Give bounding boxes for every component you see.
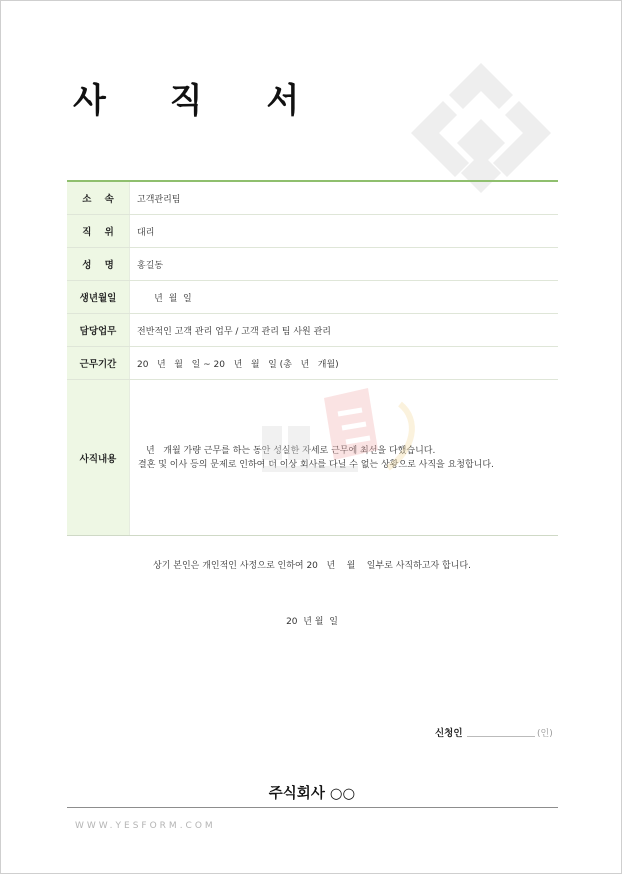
- resignation-details-line-1: 년 개월 가량 근무를 하는 동안 성실한 자세로 근무에 최선을 다했습니다.: [146, 445, 436, 456]
- applicant-signature-field[interactable]: [467, 736, 535, 737]
- name-value[interactable]: 홍길동: [129, 248, 558, 280]
- resignation-statement: 상기 본인은 개인적인 사정으로 인하여 20 년 월 일부로 사직하고자 합니다.: [153, 561, 471, 571]
- form-row-birthdate: [67, 281, 558, 314]
- resignation-details-label: 사직내용: [67, 380, 129, 535]
- department-label: 소 속: [67, 182, 129, 214]
- duties-value[interactable]: 전반적인 고객 관리 업무 / 고객 관리 팀 사원 관리: [129, 314, 558, 346]
- employment-period-value[interactable]: 20 년 월 일 ~ 20 년 월 일 (총 년 개월): [129, 347, 558, 379]
- document-date[interactable]: 20 년 월 일: [286, 617, 338, 627]
- seal-mark: (인): [537, 729, 553, 739]
- position-value[interactable]: 대리: [129, 215, 558, 247]
- form-row-name: [67, 248, 558, 281]
- form-row-duties: [67, 314, 558, 347]
- document-title: 사 직 서: [73, 81, 326, 121]
- birthdate-label: 생년월일: [67, 281, 129, 313]
- duties-label: 담당업무: [67, 314, 129, 346]
- birthdate-value[interactable]: 년 월 일: [129, 281, 558, 313]
- resignation-details-line-2: 결혼 및 이사 등의 문제로 인하여 더 이상 회사를 다닐 수 없는 상황으로 사직을 요청합니다.: [138, 459, 494, 470]
- form-row-employment-period: [67, 347, 558, 380]
- form-row-position: [67, 215, 558, 248]
- company-name: 주식회사 ○○: [268, 786, 356, 802]
- footer-divider: [67, 807, 558, 808]
- name-label: 성 명: [67, 248, 129, 280]
- employment-period-label: 근무기간: [67, 347, 129, 379]
- department-value[interactable]: 고객관리팀: [129, 182, 558, 214]
- applicant-label: 신청인: [435, 728, 463, 739]
- position-label: 직 위: [67, 215, 129, 247]
- resignation-details-value[interactable]: [129, 380, 558, 535]
- resignation-form-table: [67, 180, 558, 536]
- footer-website: WWW.YESFORM.COM: [75, 821, 216, 831]
- form-row-resignation-details: [67, 380, 558, 535]
- yesform-watermark-icon: [192, 380, 442, 490]
- form-row-department: [67, 182, 558, 215]
